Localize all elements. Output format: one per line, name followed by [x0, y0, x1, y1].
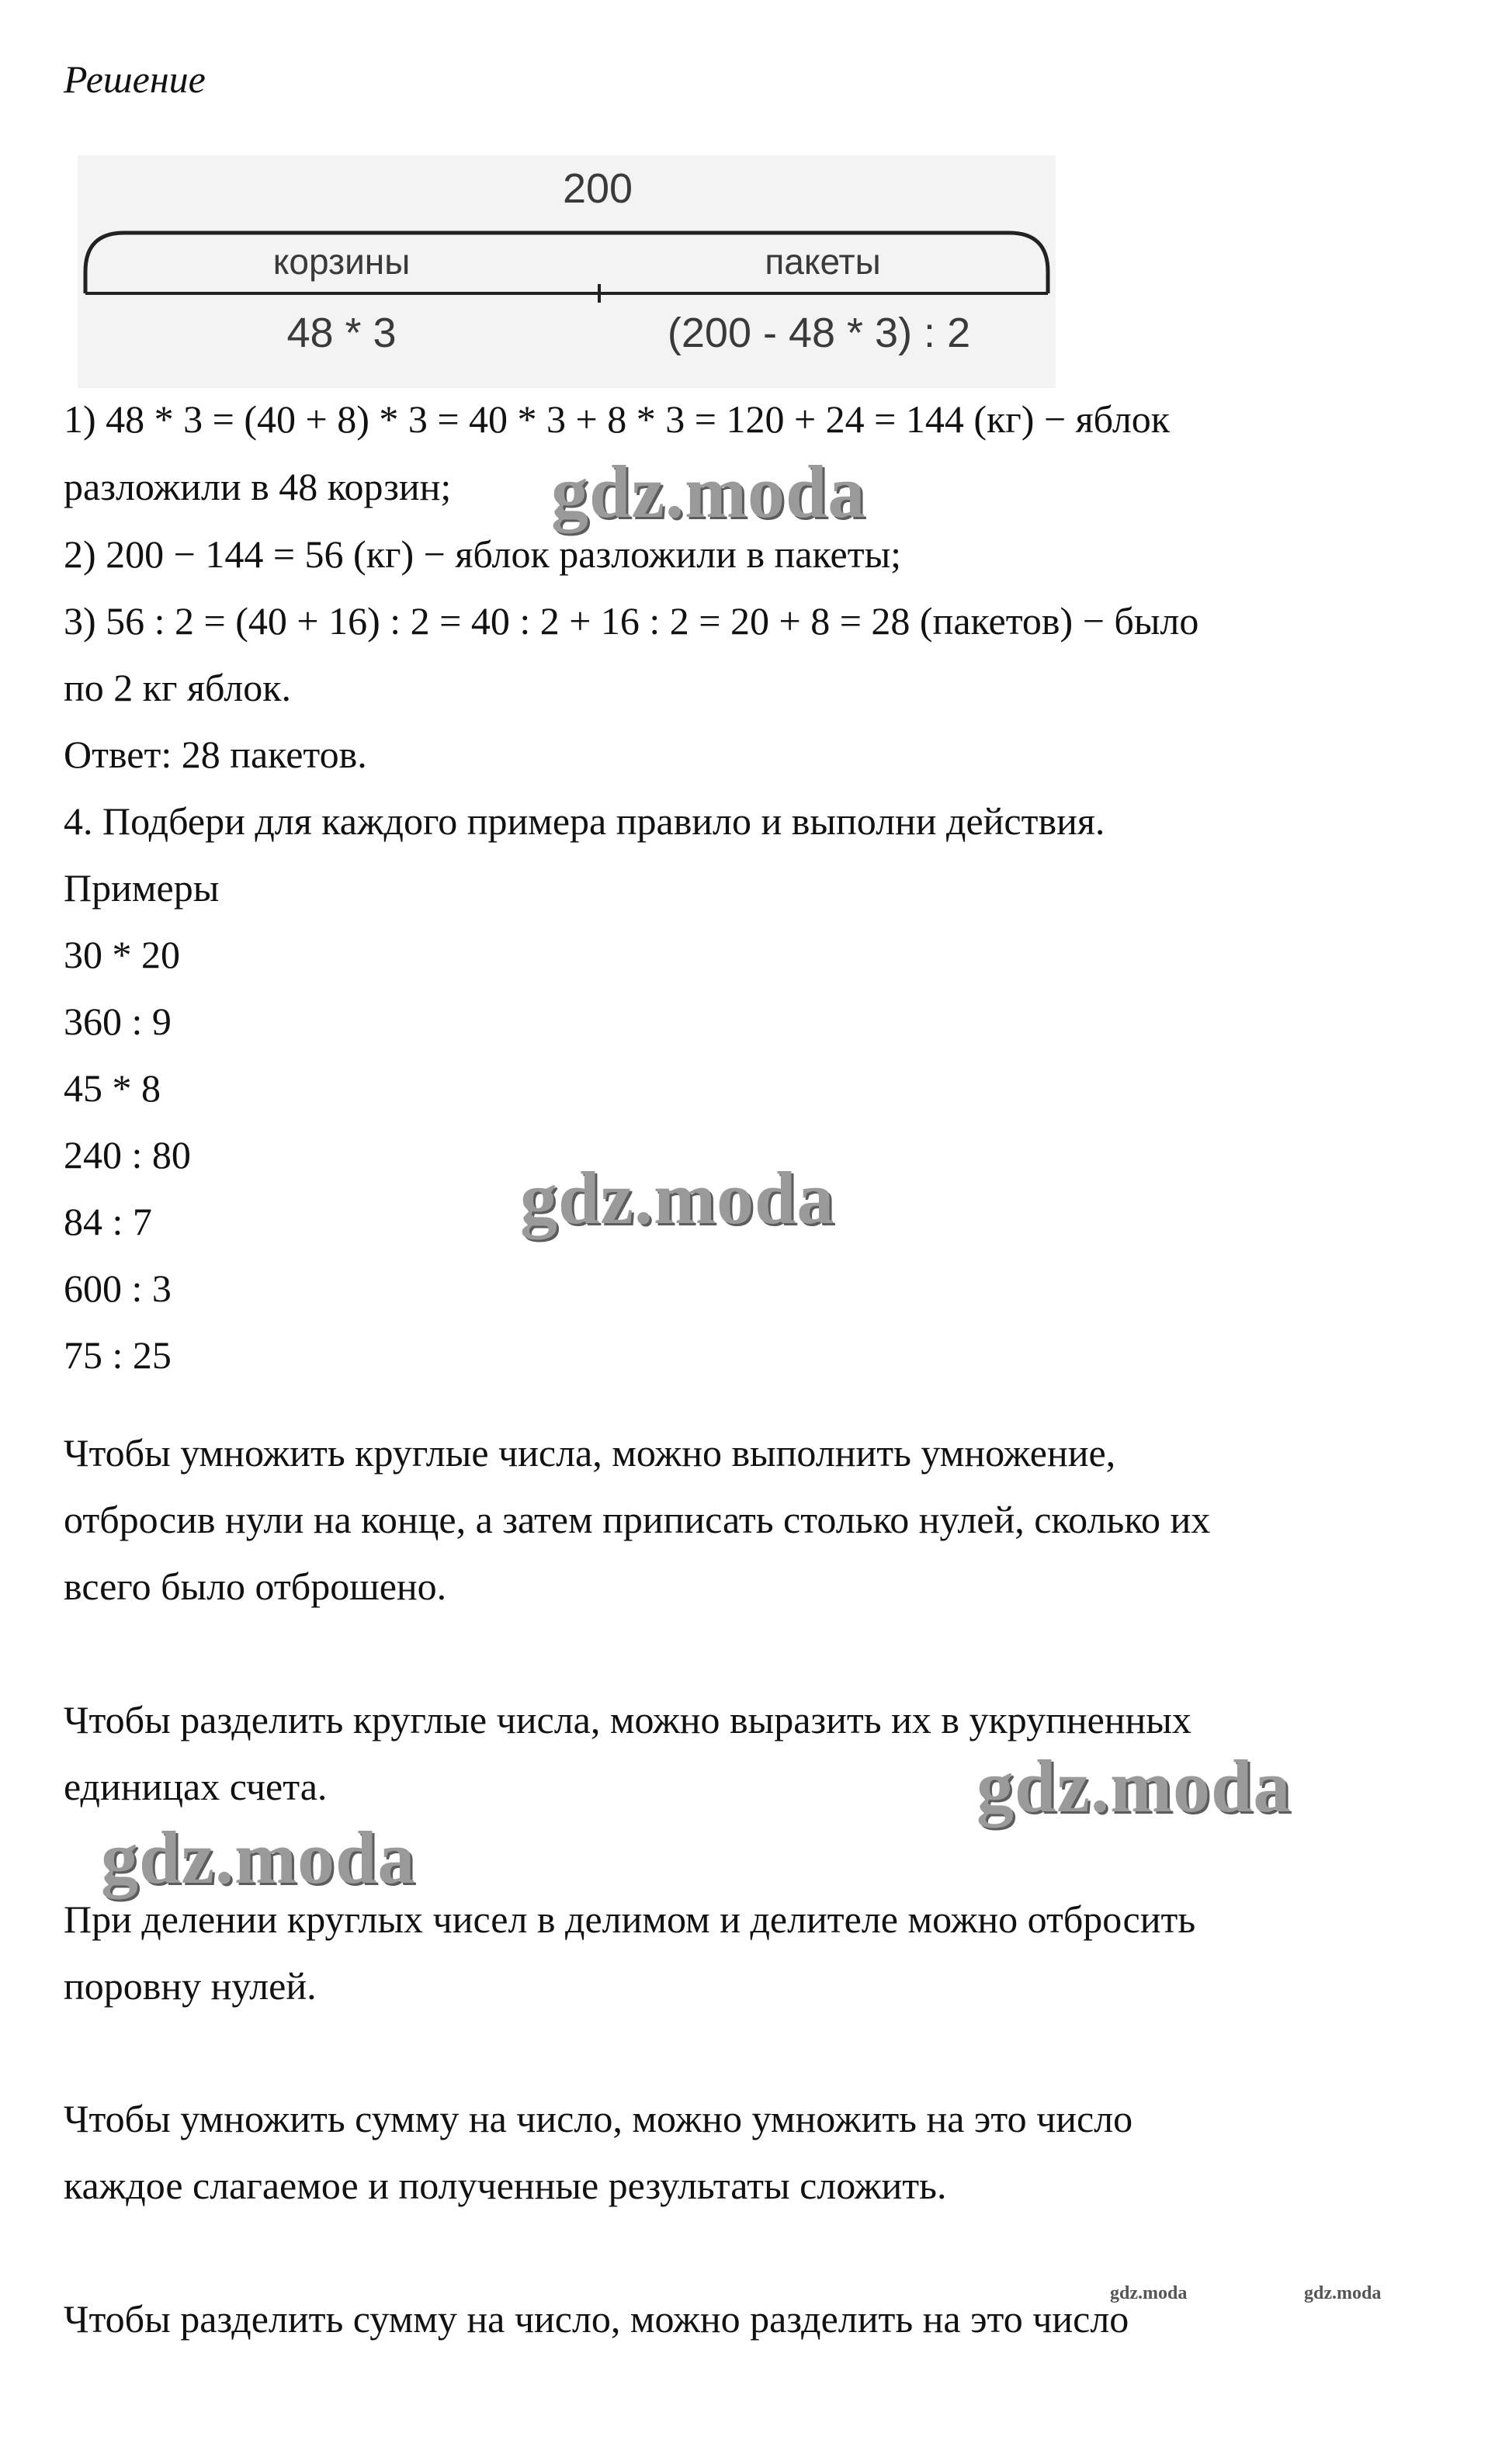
segment-diagram: [78, 155, 1056, 388]
example-item: 75 : 25: [64, 1333, 172, 1377]
answer-line: Ответ: 28 пакетов.: [64, 733, 367, 776]
watermark: gdz.moda: [976, 1745, 1292, 1828]
examples-heading: Примеры: [64, 866, 220, 910]
watermark: gdz.moda: [551, 450, 866, 533]
diagram-right-label: пакеты: [765, 241, 881, 282]
example-item: 240 : 80: [64, 1133, 191, 1177]
task-4-heading: 4. Подбери для каждого примера правило и выполни действия.: [64, 799, 1105, 843]
rule-5-line-a: Чтобы разделить сумму на число, можно разделить на это число: [64, 2297, 1129, 2341]
example-item: 30 * 20: [64, 933, 180, 976]
rule-3-line-b: поровну нулей.: [64, 1964, 317, 2008]
rule-1-line-a: Чтобы умножить круглые числа, можно выполнить умножение,: [64, 1431, 1116, 1475]
rule-1-line-c: всего было отброшено.: [64, 1565, 447, 1608]
rule-4-line-b: каждое слагаемое и полученные результаты сложить.: [64, 2164, 947, 2207]
rule-2-line-b: единицах счета.: [64, 1765, 328, 1808]
watermark: gdz.moda: [520, 1156, 835, 1239]
diagram-left-expr: 48 * 3: [286, 310, 397, 356]
rule-4-line-a: Чтобы умножить сумму на число, можно умножить на это число: [64, 2097, 1133, 2140]
step-3-line-b: по 2 кг яблок.: [64, 666, 291, 709]
step-1-line-b: разложили в 48 корзин;: [64, 465, 452, 508]
watermark: gdz.moda: [101, 1816, 416, 1899]
step-2-line: 2) 200 − 144 = 56 (кг) − яблок разложили в пакеты;: [64, 532, 902, 576]
watermark-small: gdz.moda: [1304, 2283, 1382, 2303]
example-item: 84 : 7: [64, 1200, 152, 1243]
example-item: 360 : 9: [64, 1000, 172, 1043]
rule-2-line-a: Чтобы разделить круглые числа, можно выразить их в укрупненных: [64, 1698, 1191, 1741]
diagram-total: 200: [562, 165, 633, 212]
step-1-line-a: 1) 48 * 3 = (40 + 8) * 3 = 40 * 3 + 8 * 3 = 120 + 24 = 144 (кг) − яблок: [64, 397, 1171, 441]
diagram-right-expr: (200 - 48 * 3) : 2: [667, 310, 971, 356]
rule-3-line-a: При делении круглых чисел в делимом и делителе можно отбросить: [64, 1897, 1196, 1941]
diagram-left-label: корзины: [272, 241, 411, 282]
example-item: 600 : 3: [64, 1267, 172, 1310]
example-item: 45 * 8: [64, 1066, 161, 1110]
step-3-line-a: 3) 56 : 2 = (40 + 16) : 2 = 40 : 2 + 16 : 2 = 20 + 8 = 28 (пакетов) − было: [64, 599, 1199, 643]
rule-1-line-b: отбросив нули на конце, а затем приписать столько нулей, сколько их: [64, 1498, 1211, 1541]
solution-heading: Решение: [64, 57, 206, 101]
watermark-small: gdz.moda: [1110, 2283, 1188, 2303]
